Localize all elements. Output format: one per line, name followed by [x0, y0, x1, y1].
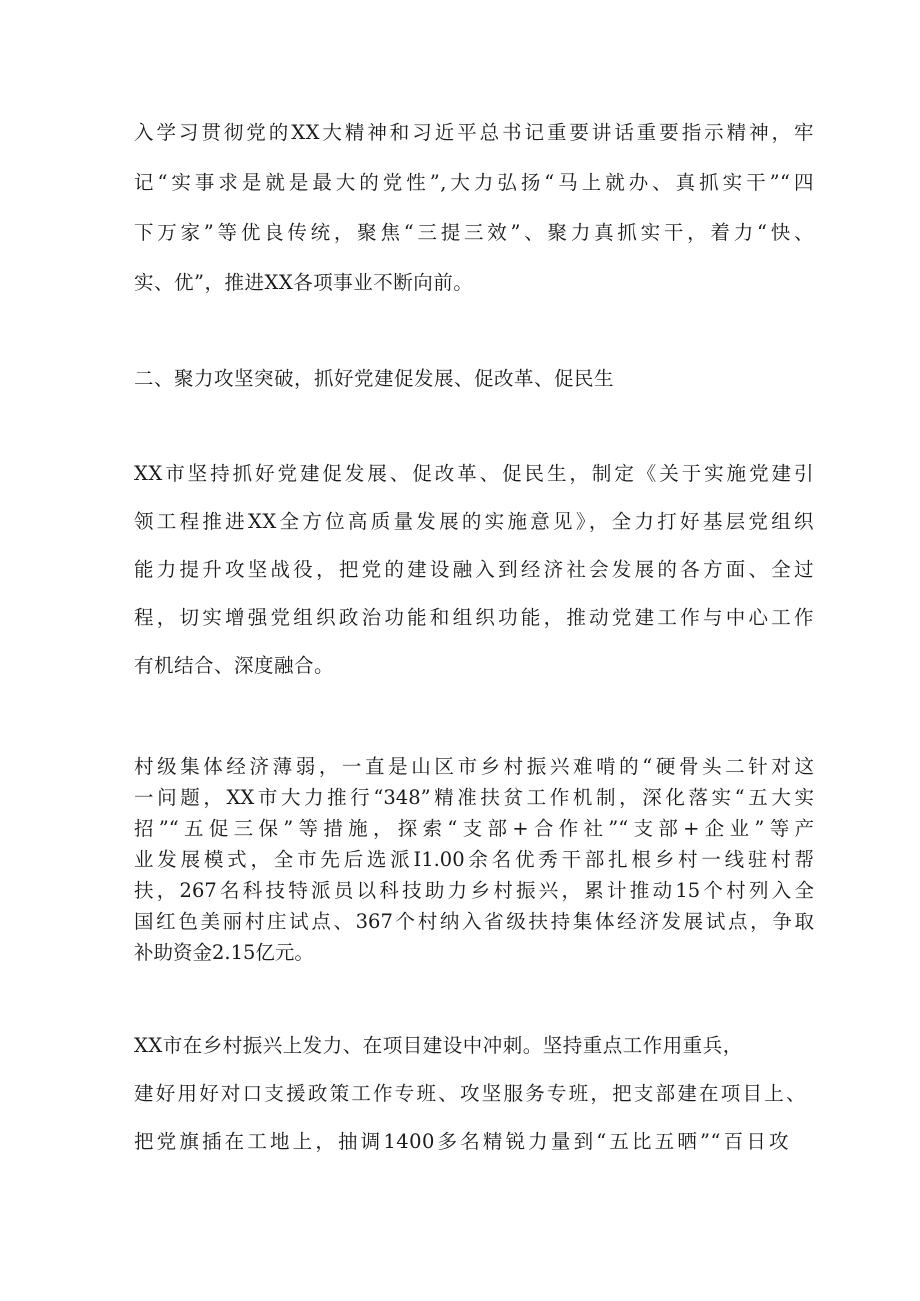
text-line: 记“实事求是就是最大的党性”,大力弘扬“马上就办、真抓实干”“四	[134, 171, 814, 194]
text-line: 领工程推进XX全方位高质量发展的实施意见》，全力打好基层党组织	[134, 510, 814, 533]
text-line: 招”“五促三保”等措施，探索“支部+合作社”“支部+企业”等产	[134, 817, 814, 840]
text-line: 补助资金2.15亿元。	[134, 941, 314, 964]
section-heading: 二、聚力攻坚突破，抓好党建促发展、促改革、促民生	[134, 367, 615, 390]
text-line: 国红色美丽村庄试点、367个村纳入省级扶持集体经济发展试点，争取	[134, 910, 814, 933]
text-line: 入学习贯彻党的XX大精神和习近平总书记重要讲话重要指示精神，牢	[134, 121, 814, 144]
text-line: 实、优”，推进XX各项事业不断向前。	[134, 271, 474, 294]
text-line: 程，切实增强党组织政治功能和组织功能，推动党建工作与中心工作	[134, 606, 814, 629]
text-line: 下万家”等优良传统，聚焦“三提三效”、聚力真抓实干，着力“快、	[134, 221, 814, 244]
text-line: XX市坚持抓好党建促发展、促改革、促民生，制定《关于实施党建引	[134, 462, 814, 485]
text-line: 有机结合、深度融合。	[134, 654, 335, 677]
text-line: XX市在乡村振兴上发力、在项目建设中冲刺。坚持重点工作用重兵，	[134, 1034, 743, 1057]
text-line: 建好用好对口支援政策工作专班、攻坚服务专班，把支部建在项目上、	[134, 1082, 806, 1105]
text-line: 一问题，XX市大力推行“348”精准扶贫工作机制，深化落实“五大实	[134, 786, 814, 809]
text-line: 扶，267名科技特派员以科技助力乡村振兴，累计推动15个村列入全	[134, 879, 814, 902]
text-line: 村级集体经济薄弱，一直是山区市乡村振兴难啃的“硬骨头二针对这	[134, 755, 814, 778]
text-line: 把党旗插在工地上，抽调1400多名精锐力量到“五比五晒”“百日攻	[134, 1130, 789, 1153]
text-line: 业发展模式，全市先后选派I1.00余名优秀干部扎根乡村一线驻村帮	[134, 848, 814, 871]
text-line: 能力提升攻坚战役，把党的建设融入到经济社会发展的各方面、全过	[134, 558, 814, 581]
